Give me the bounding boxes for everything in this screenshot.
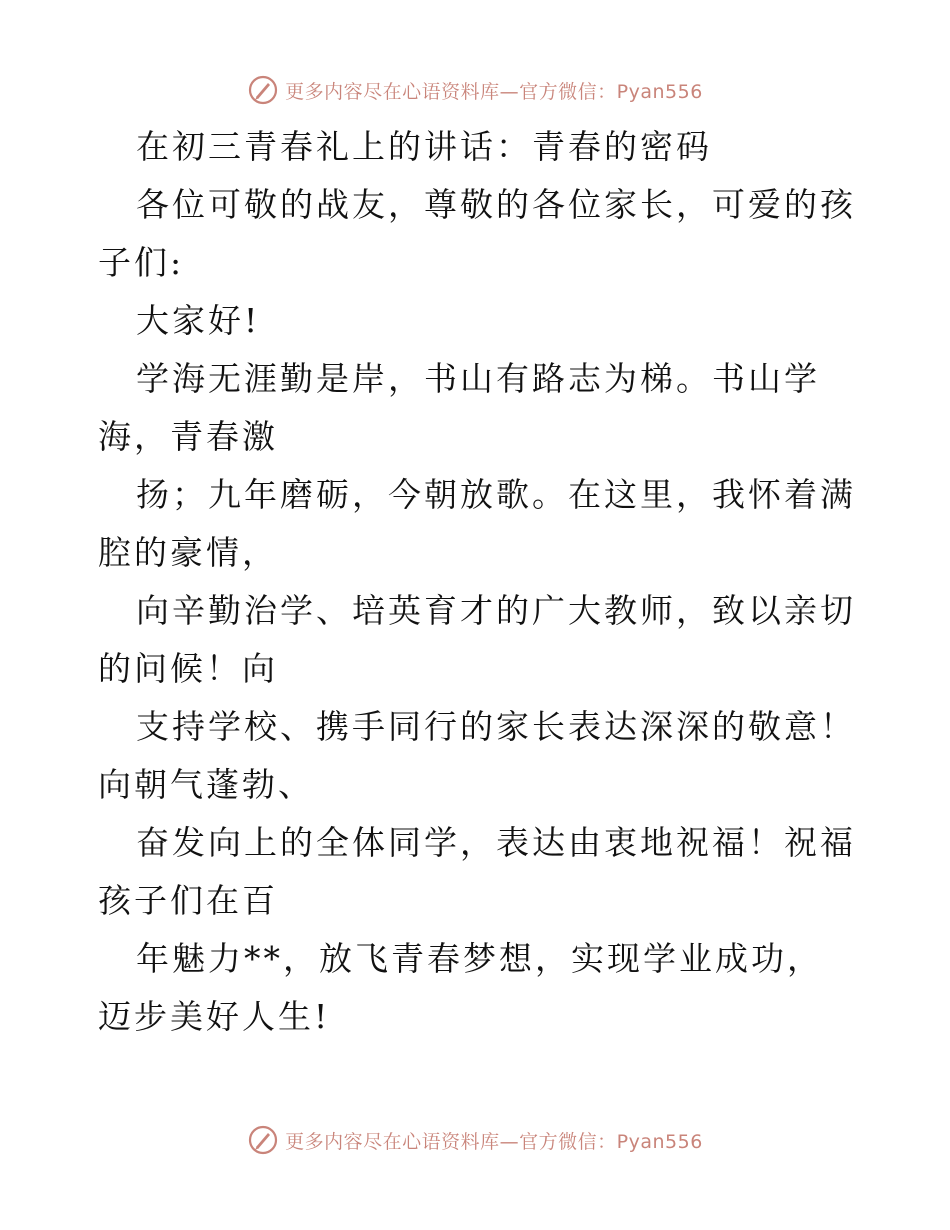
footer-banner — [0, 1122, 950, 1158]
paragraph: 奋发向上的全体同学，表达由衷地祝福！祝福孩子们在百 — [98, 823, 856, 920]
paragraph: 大家好! — [136, 301, 261, 340]
header-banner-text: 更多内容尽在心语资料库—官方微信：Pyan556 — [285, 80, 703, 103]
quill-circle-icon — [247, 1124, 279, 1156]
header-banner — [0, 72, 950, 108]
paragraph: 各位可敬的战友，尊敬的各位家长，可爱的孩子们: — [98, 185, 856, 282]
document-body — [98, 118, 858, 1046]
paragraph: 年魅力**，放飞青春梦想，实现学业成功，迈步美好人生! — [98, 939, 823, 1036]
paragraph: 学海无涯勤是岸，书山有路志为梯。书山学海，青春激 — [98, 359, 820, 456]
paragraph: 支持学校、携手同行的家长表达深深的敬意！向朝气蓬勃、 — [98, 707, 856, 804]
footer-banner-text: 更多内容尽在心语资料库—官方微信：Pyan556 — [285, 1130, 703, 1153]
document-title: 在初三青春礼上的讲话：青春的密码 — [136, 127, 712, 166]
quill-circle-icon — [247, 74, 279, 106]
paragraph: 向辛勤治学、培英育才的广大教师，致以亲切的问候！向 — [98, 591, 856, 688]
paragraph: 扬；九年磨砺，今朝放歌。在这里，我怀着满腔的豪情， — [98, 475, 856, 572]
